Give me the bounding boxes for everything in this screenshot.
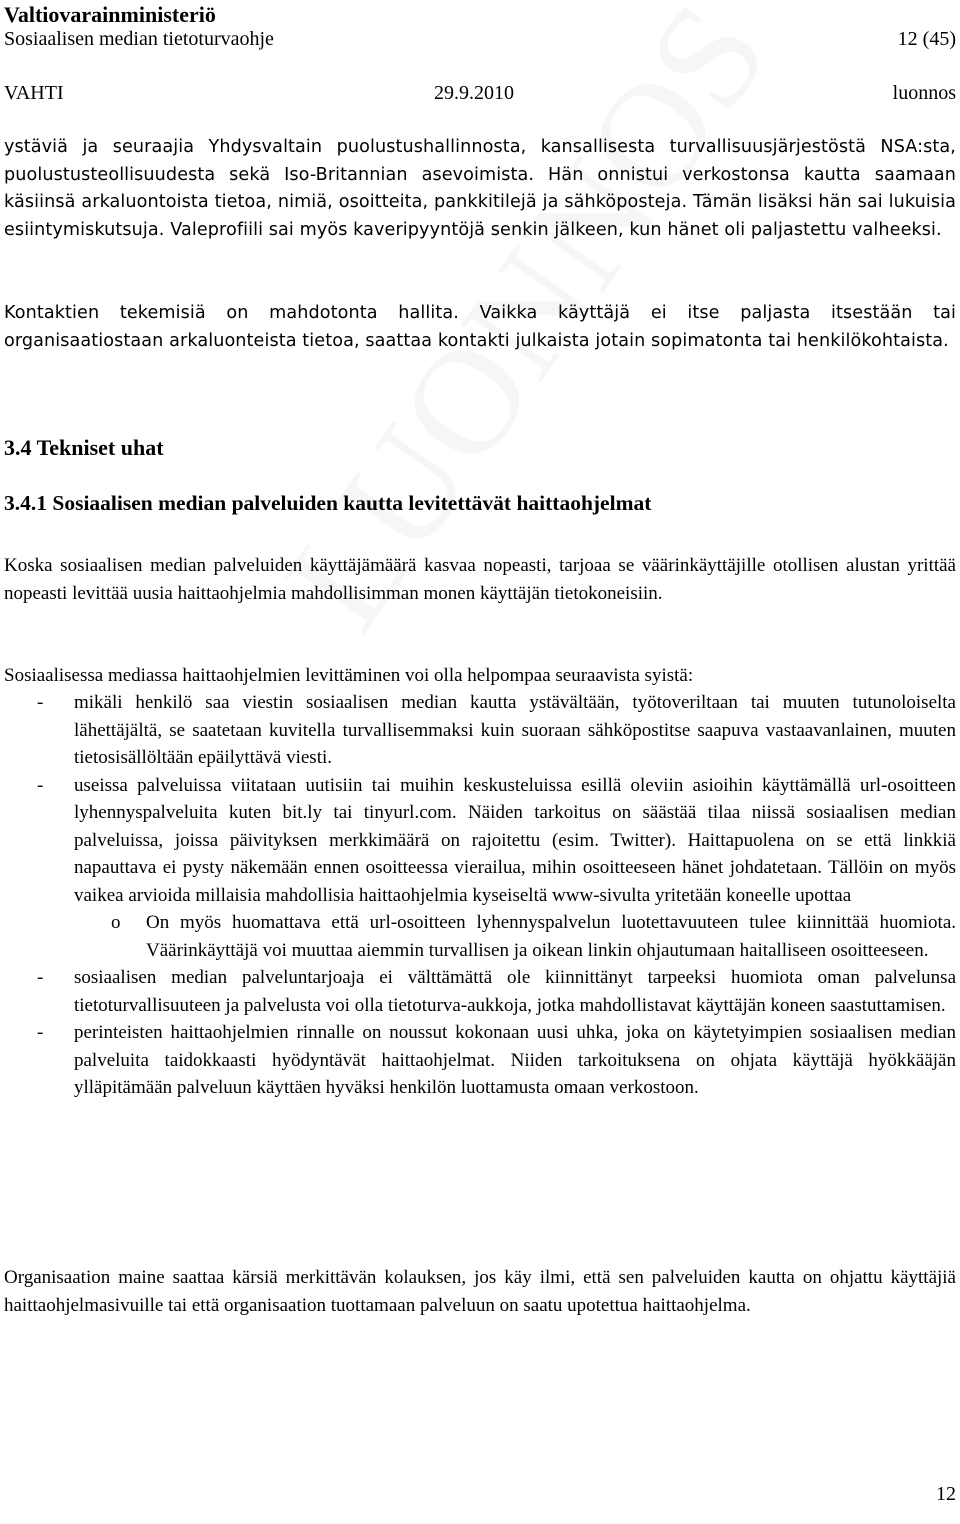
dash-bullet: -	[37, 774, 44, 796]
dash-bullet: -	[37, 1022, 44, 1043]
paragraph-reasons-intro	[4, 662, 956, 690]
header-meta-line	[4, 82, 956, 105]
header-organization: Valtiovarainministeriö	[4, 2, 216, 27]
paragraph-fake-profile	[4, 134, 956, 244]
list-item	[4, 689, 956, 772]
list-item-text: useissa palveluissa viitataan uutisiin tai muihin keskusteluissa esillä oleviin asioihin käyttämällä url-osoitteen lyhennyspalveluita kuten bit.ly tai tinyurl.com. Näiden tarkoitus on säästää tilaa niissä sosiaalisen median palveluissa, joissa päivityksen merkkimäärä on rajoitettu (esim. Twitter). Haittapuolena on se että linkkiä napauttava ei pysty näkemään ennen osoitteessa vierailua, mihin osoitteeseen hänet johdatetaan. Tällöin on myös vaikea arvioida millaisia mahdollisia haittaohjelmia kyseiseltä www-sivulta yritetään koneelle upottaa	[74, 774, 956, 906]
list-item-text: sosiaalisen median palveluntarjoaja ei välttämättä ole kiinnittänyt tarpeeksi huomiota oman palvelunsa tietoturvallisuuteen ja palvelusta voi olla tietoturva-aukkoja, jotka mahdollistavat käyttäjän koneen saastuttamisen.	[74, 967, 956, 1016]
page-number: 12	[936, 1483, 956, 1505]
paragraph-text: Sosiaalisessa mediassa haittaohjelmien levittäminen voi olla helpompaa seuraavista syistä:	[4, 665, 694, 686]
section-heading: 3.4 Tekniset uhat	[4, 435, 164, 460]
paragraph-contacts	[4, 300, 956, 355]
paragraph-text: Kontaktien tekemisiä on mahdotonta hallita. Vaikka käyttäjä ei itse paljasta itsestään tai organisaatiostaan arkaluonteista tietoa, saattaa kontakti julkaista jotain sopimatonta tai henkilökohtaista.	[4, 303, 956, 351]
dash-bullet: -	[37, 967, 44, 988]
list-item	[4, 772, 956, 910]
paragraph-text: Organisaation maine saattaa kärsiä merkittävän kolauksen, jos käy ilmi, että sen palveluiden kautta on ohjattu käyttäjiä haittaohjelmasivuille tai että organisaation tuottamaan palveluun on saatu upotettua haittaohjelma.	[4, 1267, 956, 1316]
list-item-text: perinteisten haittaohjelmien rinnalle on noussut kokonaan uusi uhka, joka on käytetyimpien sosiaalisen median palveluita taidokkaasti hyödyntävät haittaohjelmat. Niiden tarkoituksena on ohjata käyttäjä hyökkääjän ylläpitämään palveluun käyttäen hyväksi henkilön luottamusta omaan verkostoon.	[74, 1022, 956, 1098]
header-date: 29.9.2010	[434, 82, 514, 104]
header-series: VAHTI	[4, 82, 64, 104]
dash-bullet: -	[37, 692, 44, 713]
reasons-list	[4, 689, 956, 1102]
paragraph-text: ystäviä ja seuraajia Yhdysvaltain puolustushallinnosta, kansallisesta turvallisuusjärjestöstä NSA:sta, puolustusteollisuudesta sekä Iso-Britannian asevoimista. Hän onnistui verkostonsa kautta saamaan käsiinsä arkaluontoista tietoa, nimiä, osoitteita, pankkitilejä ja sähköposteja. Tämän lisäksi hän sai lukuisia esiintymiskutsuja. Valeprofiili sai myös kaveripyyntöjä senkin jälkeen, kun hänet oli paljastettu valheeksi.	[4, 137, 956, 240]
subsection-heading: 3.4.1 Sosiaalisen median palveluiden kautta levitettävät haittaohjelmat	[4, 491, 652, 515]
list-item	[4, 1019, 956, 1102]
header-title-line	[4, 28, 956, 51]
header-status: luonnos	[892, 82, 956, 104]
list-item	[4, 964, 956, 1019]
sub-list-item	[4, 909, 956, 964]
header-doc-title: Sosiaalisen median tietoturvaohje	[4, 28, 274, 50]
paragraph-user-growth	[4, 552, 956, 607]
header-page-of: 12 (45)	[897, 28, 956, 50]
circle-bullet: o	[111, 912, 121, 933]
sub-list-item-text: On myös huomattava että url-osoitteen lyhennyspalvelun luotettavuuteen tulee kiinnittää huomiota. Väärinkäyttäjä voi muuttaa aiemmin turvallisen ja oikean linkin ohjautumaan haitalliseen osoitteeseen.	[146, 912, 956, 961]
paragraph-reputation	[4, 1264, 956, 1319]
paragraph-text: Koska sosiaalisen median palveluiden käyttäjämäärä kasvaa nopeasti, tarjoaa se väärinkäyttäjille otollisen alustan yrittää nopeasti levittää uusia haittaohjelmia mahdollisimman monen käyttäjän tietokoneisiin.	[4, 555, 956, 604]
list-item-text: mikäli henkilö saa viestin sosiaalisen median kautta ystävältään, työtoveriltaan tai muuten tutunoloiselta lähettäjältä, se saatetaan kuvitella turvallisemmaksi kuin suoraan sähköpostitse saapuva vastaavanlainen, muuten tietosisällöltään epäilyttävä viesti.	[74, 692, 956, 768]
